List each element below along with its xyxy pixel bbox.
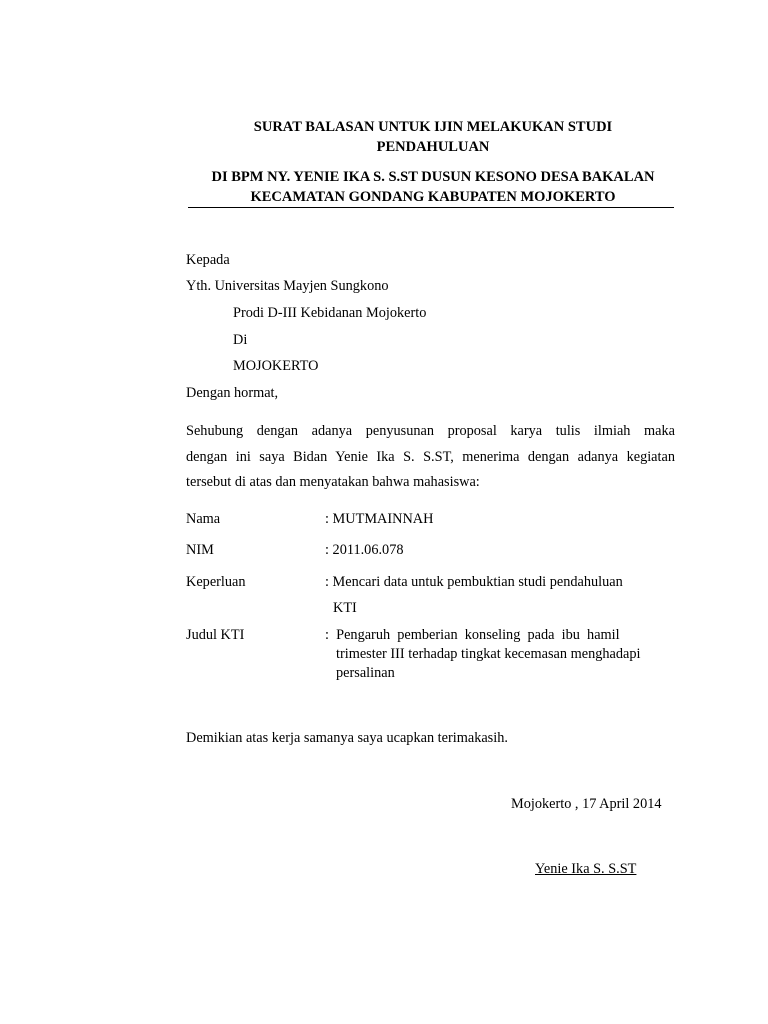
address-recipient: Yth. Universitas Mayjen Sungkono xyxy=(186,278,389,294)
detail-keperluan-value-1: : Mencari data untuk pembuktian studi pendahuluan xyxy=(325,574,623,590)
address-city: MOJOKERTO xyxy=(233,358,319,374)
signature-name: Yenie Ika S. S.ST xyxy=(535,861,637,877)
detail-nama-value: : MUTMAINNAH xyxy=(325,511,434,527)
title-underline-divider xyxy=(188,207,674,208)
detail-judul-value-3: persalinan xyxy=(336,665,395,681)
detail-nama-label: Nama xyxy=(186,511,221,527)
body-line-2: dengan ini saya Bidan Yenie Ika S. S.ST, menerima dengan adanya kegiatan xyxy=(186,449,675,465)
detail-keperluan-label: Keperluan xyxy=(186,574,246,590)
detail-judul-value-2: trimester III terhadap tingkat kecemasan menghadapi xyxy=(336,646,641,662)
letter-title-line-2: PENDAHULUAN xyxy=(376,139,490,155)
detail-judul-value-1: : Pengaruh pemberian konseling pada ibu hamil xyxy=(325,627,620,643)
body-line-1: Sehubung dengan adanya penyusunan proposal karya tulis ilmiah maka xyxy=(186,423,675,439)
detail-judul-label: Judul KTI xyxy=(186,627,245,643)
address-kepada: Kepada xyxy=(186,252,230,268)
address-di: Di xyxy=(233,332,248,348)
greeting: Dengan hormat, xyxy=(186,385,279,401)
detail-keperluan-value-2: KTI xyxy=(333,600,357,616)
letter-title-line-4: KECAMATAN GONDANG KABUPATEN MOJOKERTO xyxy=(250,189,616,205)
letter-title-line-3: DI BPM NY. YENIE IKA S. S.ST DUSUN KESONO DESA BAKALAN xyxy=(211,169,655,185)
closing-sentence: Demikian atas kerja samanya saya ucapkan terimakasih. xyxy=(186,730,508,746)
detail-nim-label: NIM xyxy=(186,542,214,558)
address-prodi: Prodi D-III Kebidanan Mojokerto xyxy=(233,305,427,321)
signature-place-date: Mojokerto , 17 April 2014 xyxy=(511,796,662,812)
body-line-3: tersebut di atas dan menyatakan bahwa mahasiswa: xyxy=(186,474,480,490)
detail-nim-value: : 2011.06.078 xyxy=(325,542,404,558)
letter-title-line-1: SURAT BALASAN UNTUK IJIN MELAKUKAN STUDI xyxy=(253,119,613,135)
